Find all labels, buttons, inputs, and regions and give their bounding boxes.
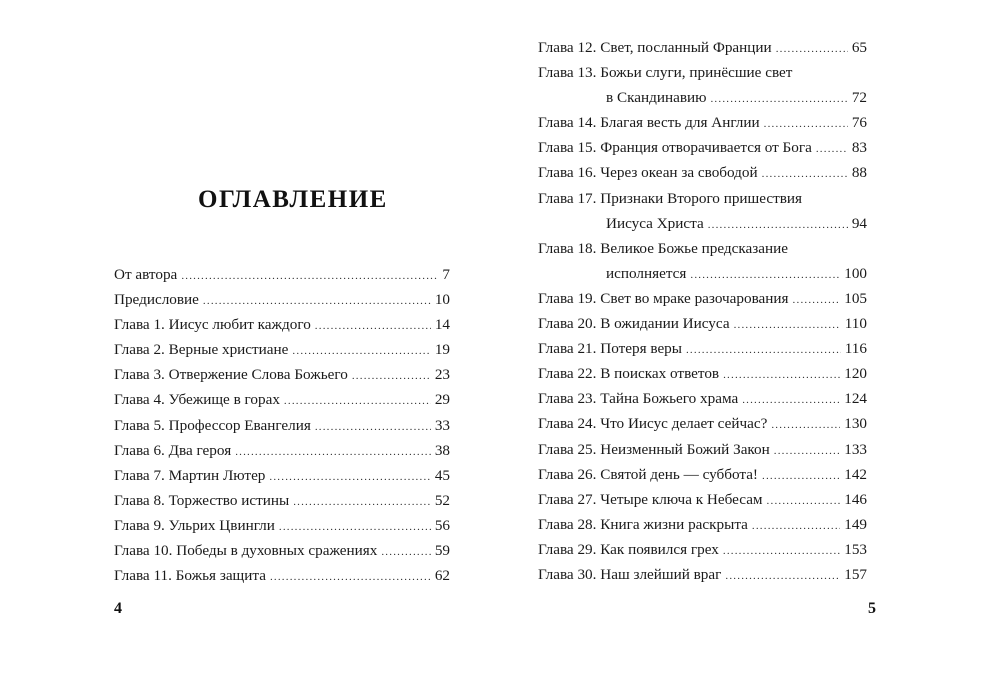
entry-page-number: 110 <box>844 315 867 333</box>
entry-title: Глава 23. Тайна Божьего храма <box>538 390 739 408</box>
toc-entry <box>538 236 867 286</box>
entry-page-number: 100 <box>844 264 867 282</box>
dot-leader <box>771 413 840 438</box>
entry-title-continued: исполняется <box>606 264 687 282</box>
dot-leader <box>762 162 848 187</box>
toc-entry <box>114 538 450 563</box>
dot-leader <box>352 364 431 389</box>
entry-title: Глава 27. Четыре ключа к Небесам <box>538 490 763 508</box>
entry-page-number: 59 <box>434 542 450 560</box>
dot-leader <box>762 464 840 489</box>
dot-leader <box>315 415 431 440</box>
right-page <box>490 0 981 681</box>
entry-title: Глава 3. Отвержение Слова Божьего <box>114 366 348 384</box>
entry-title: Глава 8. Торжество истины <box>114 491 290 509</box>
dot-leader <box>292 339 430 364</box>
entry-page-number: 56 <box>434 516 450 534</box>
entry-page-number: 62 <box>434 567 450 585</box>
dot-leader <box>723 363 840 388</box>
toc-entry <box>538 512 867 537</box>
dot-leader <box>315 314 431 339</box>
entry-title: Глава 12. Свет, посланный Франции <box>538 39 772 56</box>
dot-leader <box>381 540 430 565</box>
entry-page-number: 133 <box>844 440 867 458</box>
entry-title: Глава 13. Божьи слуги, принёсшие свет <box>538 64 793 82</box>
entry-title: Глава 17. Признаки Второго пришествия <box>538 189 803 207</box>
toc-entry <box>114 513 450 538</box>
entry-title: Глава 6. Два героя <box>114 441 232 459</box>
dot-leader <box>764 112 848 137</box>
dot-leader <box>690 263 840 288</box>
entry-page-number: 142 <box>844 465 867 483</box>
entry-title: Глава 16. Через океан за свободой <box>538 164 758 182</box>
toc-entry <box>538 286 867 311</box>
entry-page-number: 120 <box>844 365 867 383</box>
entry-page-number: 38 <box>434 441 450 459</box>
dot-leader <box>742 388 840 413</box>
dot-leader <box>279 515 431 540</box>
toc-entry <box>538 411 867 436</box>
dot-leader <box>284 389 431 414</box>
toc-entry <box>538 110 867 135</box>
dot-leader <box>710 87 847 112</box>
toc-entry <box>538 386 867 411</box>
entry-title: Глава 5. Профессор Евангелия <box>114 416 311 434</box>
entry-page-number: 124 <box>844 390 867 408</box>
entry-page-number: 83 <box>851 139 867 157</box>
entry-title: Глава 25. Неизменный Божий Закон <box>538 440 770 458</box>
toc-entry <box>114 563 450 588</box>
entry-title: Глава 28. Книга жизни раскрыта <box>538 515 748 533</box>
toc-entry <box>538 186 867 236</box>
dot-leader <box>816 137 848 162</box>
dot-leader <box>181 264 438 289</box>
entry-page-number: 153 <box>844 540 867 558</box>
entry-page-number: 7 <box>442 266 450 283</box>
toc-entry <box>538 135 867 160</box>
entry-title: Глава 9. Ульрих Цвингли <box>114 516 275 534</box>
toc-heading: ОГЛАВЛЕНИЕ <box>198 186 388 213</box>
toc-entry <box>538 462 867 487</box>
entry-page-number: 19 <box>434 341 450 359</box>
entry-title: Глава 26. Святой день — суббота! <box>538 465 758 483</box>
entry-page-number: 65 <box>851 39 867 56</box>
entry-page-number: 52 <box>434 491 450 509</box>
toc-entry <box>538 311 867 336</box>
entry-page-number: 157 <box>844 565 867 583</box>
entry-page-number: 45 <box>434 466 450 484</box>
toc-entry <box>114 463 450 488</box>
dot-leader <box>734 313 841 338</box>
entry-page-number: 23 <box>434 366 450 384</box>
entry-title: Глава 14. Благая весть для Англии <box>538 114 760 132</box>
dot-leader <box>203 289 431 314</box>
dot-leader <box>269 465 430 490</box>
entry-page-number: 33 <box>434 416 450 434</box>
toc-list-right <box>538 35 867 587</box>
toc-entry <box>114 312 450 337</box>
entry-title: Глава 10. Победы в духовных сражениях <box>114 542 378 560</box>
entry-page-number: 146 <box>844 490 867 508</box>
entry-page-number: 116 <box>844 340 867 358</box>
entry-title-continued: в Скандинавию <box>606 89 707 107</box>
entry-title: Глава 29. Как появился грех <box>538 540 719 558</box>
toc-entry <box>114 337 450 362</box>
entry-title: Глава 2. Верные христиане <box>114 341 289 359</box>
toc-entry <box>538 160 867 185</box>
page-number-right: 5 <box>868 600 876 617</box>
toc-entry <box>538 487 867 512</box>
entry-page-number: 130 <box>844 415 867 433</box>
toc-entry <box>538 537 867 562</box>
dot-leader <box>293 490 431 515</box>
dot-leader <box>774 439 840 464</box>
entry-page-number: 149 <box>844 515 867 533</box>
dot-leader <box>767 489 841 514</box>
entry-title: Глава 20. В ожидании Иисуса <box>538 315 730 333</box>
toc-entry <box>114 362 450 387</box>
left-page <box>0 0 490 681</box>
dot-leader <box>723 539 840 564</box>
toc-entry <box>538 60 867 110</box>
entry-title: Глава 18. Великое Божье предсказание <box>538 239 788 257</box>
entry-page-number: 94 <box>851 214 867 232</box>
entry-title-continued: Иисуса Христа <box>606 214 704 232</box>
entry-title: Глава 4. Убежище в горах <box>114 391 280 409</box>
entry-title: Глава 19. Свет во мраке разочарования <box>538 289 789 307</box>
toc-entry <box>538 35 867 60</box>
toc-entry <box>114 387 450 412</box>
entry-title: Глава 15. Франция отворачивается от Бога <box>538 139 812 157</box>
entry-title: Глава 11. Божья защита <box>114 567 266 585</box>
entry-title: Глава 21. Потеря веры <box>538 340 682 358</box>
dot-leader <box>708 213 848 238</box>
entry-title: Глава 22. В поисках ответов <box>538 365 720 383</box>
toc-entry <box>114 413 450 438</box>
toc-entry <box>538 336 867 361</box>
toc-entry <box>538 437 867 462</box>
page-number-left: 4 <box>114 600 122 617</box>
toc-entry <box>114 438 450 463</box>
dot-leader <box>725 564 840 589</box>
entry-title: Глава 30. Наш злейший враг <box>538 565 722 583</box>
entry-page-number: 10 <box>434 291 450 309</box>
entry-page-number: 72 <box>851 89 867 107</box>
dot-leader <box>776 37 848 62</box>
toc-entry <box>538 562 867 587</box>
entry-title: Предисловие <box>114 291 199 309</box>
entry-page-number: 76 <box>851 114 867 132</box>
entry-title: От автора <box>114 266 178 283</box>
dot-leader <box>270 565 431 590</box>
entry-title: Глава 1. Иисус любит каждого <box>114 316 311 334</box>
toc-list-left <box>114 262 450 588</box>
dot-leader <box>686 338 841 363</box>
entry-page-number: 14 <box>434 316 450 334</box>
dot-leader <box>793 288 841 313</box>
entry-page-number: 29 <box>434 391 450 409</box>
toc-entry <box>538 361 867 386</box>
entry-title: Глава 24. Что Иисус делает сейчас? <box>538 415 768 433</box>
entry-title: Глава 7. Мартин Лютер <box>114 466 266 484</box>
dot-leader <box>752 514 840 539</box>
dot-leader <box>235 440 431 465</box>
toc-entry <box>114 287 450 312</box>
toc-entry <box>114 262 450 287</box>
entry-page-number: 88 <box>851 164 867 182</box>
toc-entry <box>114 488 450 513</box>
entry-page-number: 105 <box>844 289 867 307</box>
